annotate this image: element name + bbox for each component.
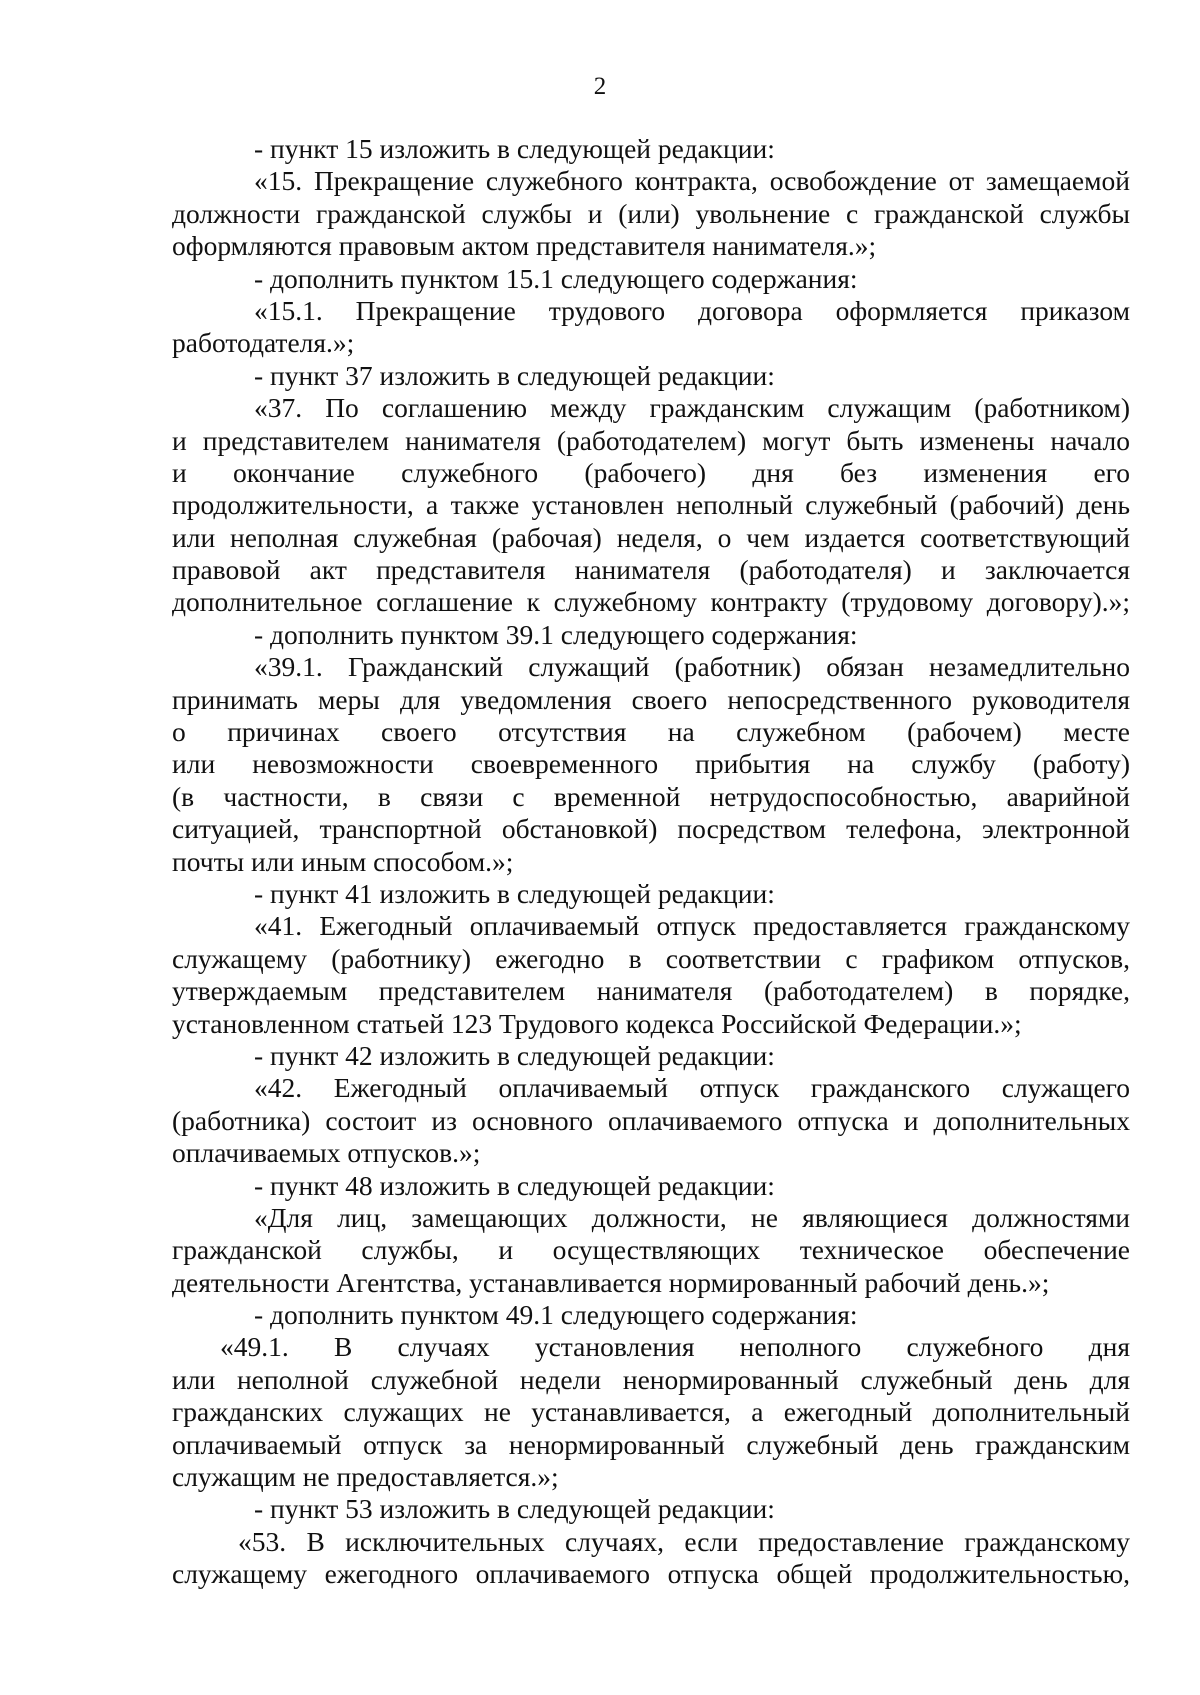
text-line: служащему (работнику) ежегодно в соответствии с графиком отпусков, (172, 942, 1130, 974)
text-line: или неполная служебная (рабочая) неделя, о чем издается соответствующий (172, 521, 1130, 553)
page-number: 2 (593, 73, 607, 100)
text-line: ситуацией, транспортной обстановкой) посредством телефона, электронной (172, 813, 1130, 845)
text-line: или невозможности своевременного прибытия на службу (работу) (172, 748, 1130, 780)
text-line: деятельности Агентства, устанавливается нормированный рабочий день.»; (172, 1266, 1050, 1298)
text-line: должности гражданской службы и (или) увольнение с гражданской службы (172, 197, 1130, 229)
text-line: или неполной служебной недели ненормированный служебный день для (172, 1363, 1130, 1395)
text-line: - пункт 53 изложить в следующей редакции: (254, 1493, 775, 1525)
text-line: почты или иным способом.»; (172, 845, 514, 877)
text-line: правовой акт представителя нанимателя (работодателя) и заключается (172, 554, 1130, 586)
text-line: о причинах своего отсутствия на служебном (рабочем) месте (172, 716, 1130, 748)
text-line: - дополнить пунктом 49.1 следующего содержания: (254, 1299, 858, 1331)
text-line: - дополнить пунктом 15.1 следующего содержания: (254, 262, 858, 294)
text-line: принимать меры для уведомления своего непосредственного руководителя (172, 683, 1130, 715)
text-line: «Для лиц, замещающих должности, не являющиеся должностями (254, 1201, 1130, 1233)
text-line: служащему ежегодного оплачиваемого отпуска общей продолжительностью, (172, 1558, 1130, 1590)
text-line: «53. В исключительных случаях, если предоставление гражданскому (238, 1525, 1130, 1557)
text-line: работодателя.»; (172, 327, 355, 359)
text-line: - пункт 37 изложить в следующей редакции: (254, 359, 775, 391)
text-line: - пункт 15 изложить в следующей редакции: (254, 133, 775, 164)
text-line: (работника) состоит из основного оплачиваемого отпуска и дополнительных (172, 1104, 1130, 1136)
text-line: установленном статьей 123 Трудового кодекса Российской Федерации.»; (172, 1007, 1022, 1039)
text-line: утверждаемым представителем нанимателя (работодателем) в порядке, (172, 975, 1130, 1007)
text-line: - дополнить пунктом 39.1 следующего содержания: (254, 618, 858, 650)
text-line: «41. Ежегодный оплачиваемый отпуск предоставляется гражданскому (254, 910, 1130, 942)
text-line: гражданской службы, и осуществляющих техническое обеспечение (172, 1234, 1130, 1266)
text-line: - пункт 42 изложить в следующей редакции: (254, 1039, 775, 1071)
text-line: служащим не предоставляется.»; (172, 1461, 559, 1493)
text-line: оплачиваемых отпусков.»; (172, 1137, 481, 1169)
text-line: оформляются правовым актом представителя нанимателя.»; (172, 230, 877, 262)
text-line: «37. По соглашению между гражданским служащим (работником) (254, 392, 1130, 424)
text-line: гражданских служащих не устанавливается, а ежегодный дополнительный (172, 1396, 1130, 1428)
text-line: «42. Ежегодный оплачиваемый отпуск гражданского служащего (254, 1072, 1130, 1104)
text-line: «15.1. Прекращение трудового договора оформляется приказом (254, 294, 1130, 326)
text-line: (в частности, в связи с временной нетрудоспособностью, аварийной (172, 780, 1130, 812)
text-line: оплачиваемый отпуск за ненормированный служебный день гражданским (172, 1428, 1130, 1460)
text-line: дополнительное соглашение к служебному контракту (трудовому договору).»; (172, 586, 1130, 618)
text-line: продолжительности, а также установлен неполный служебный (рабочий) день (172, 489, 1130, 521)
text-line: «49.1. В случаях установления неполного служебного дня (220, 1331, 1130, 1363)
text-line: и окончание служебного (рабочего) дня без изменения его (172, 456, 1130, 488)
text-line: «15. Прекращение служебного контракта, освобождение от замещаемой (254, 165, 1130, 197)
text-line: - пункт 48 изложить в следующей редакции: (254, 1169, 775, 1201)
text-line: «39.1. Гражданский служащий (работник) обязан незамедлительно (254, 651, 1130, 683)
document-body (172, 133, 1130, 1591)
text-line: - пункт 41 изложить в следующей редакции: (254, 877, 775, 909)
text-line: и представителем нанимателя (работодателем) могут быть изменены начало (172, 424, 1130, 456)
